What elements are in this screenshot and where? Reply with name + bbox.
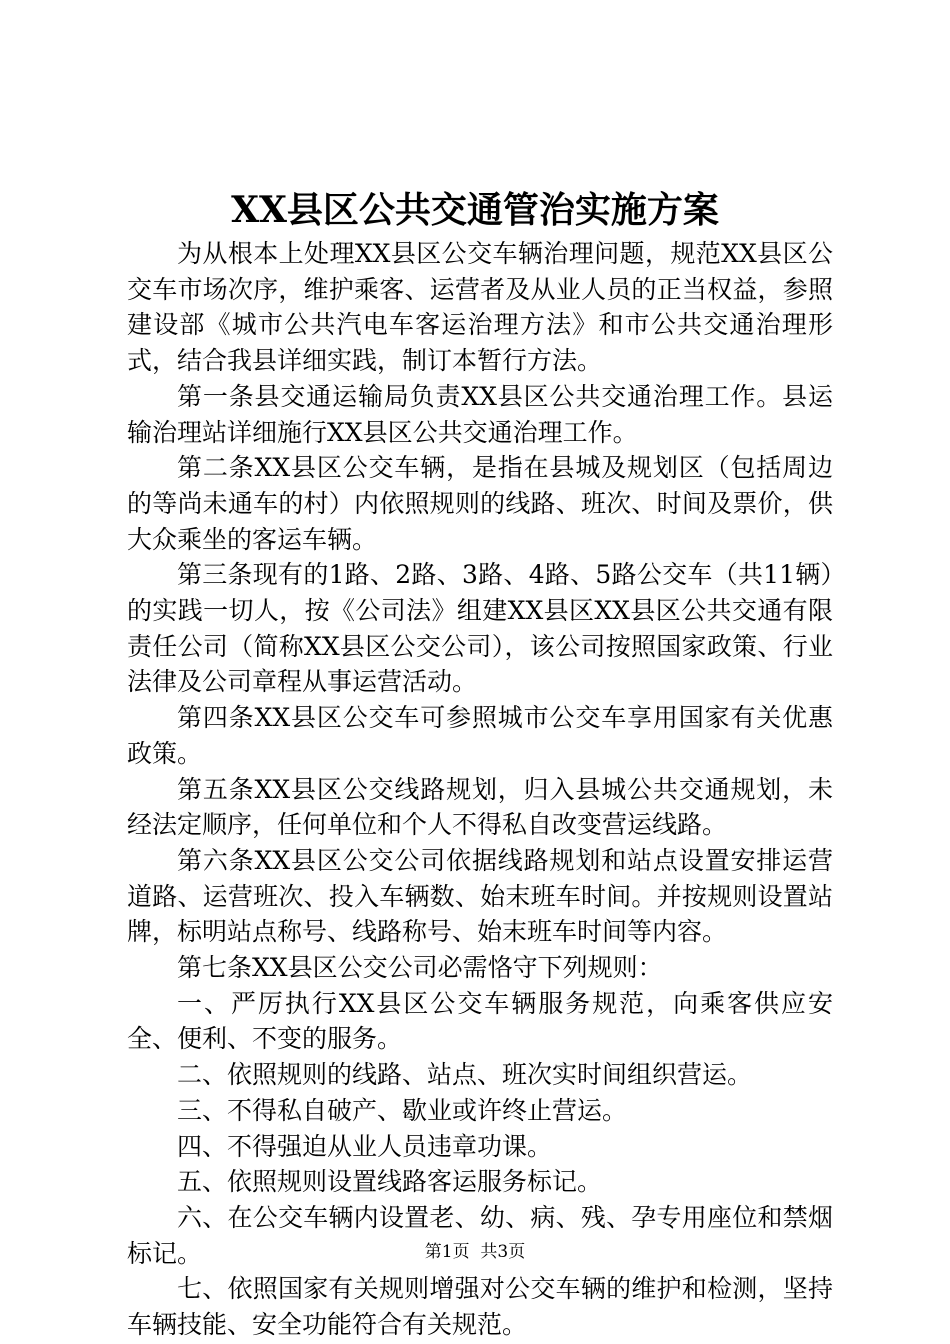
document-title: XX县区公共交通管治实施方案: [231, 189, 719, 231]
paragraph: 第六条XX县区公交公司依据线路规划和站点设置安排运营道路、运营班次、投入车辆数、始末班车时间。并按规则设置站牌，标明站点称号、线路称号、始末班车时间等内容。: [127, 845, 833, 947]
paragraph: 第三条现有的1路、2路、3路、4路、5路公交车（共11辆）的实践一切人，按《公司法》组建XX县区XX县区公共交通有限责任公司（简称XX县区公交公司），该公司按照国家政策、行业法律及公司章程从事运营活动。: [127, 560, 833, 697]
paragraph: 第七条XX县区公交公司必需恪守下列规则：: [177, 953, 663, 983]
paragraph: 第二条XX县区公交车辆，是指在县城及规划区（包括周边的等尚未通车的村）内依照规则的线路、班次、时间及票价，供大众乘坐的客运车辆。: [127, 453, 833, 554]
paragraph: 五、依照规则设置线路客运服务标记。: [177, 1167, 603, 1197]
paragraph: 一、严厉执行XX县区公交车辆服务规范，向乘客供应安全、便利、不变的服务。: [127, 988, 833, 1054]
paragraph: 为从根本上处理XX县区公交车辆治理问题，规范XX县区公交车市场次序，维护乘客、运营者及从业人员的正当权益，参照建设部《城市公共汽电车客运治理方法》和市公共交通治理形式，结合我县详细实践，制订本暂行方法。: [127, 239, 833, 376]
document-body: [127, 236, 833, 1343]
paragraph: 七、依照国家有关规则增强对公交车辆的维护和检测，坚持车辆技能、安全功能符合有关规范。: [127, 1274, 833, 1340]
paragraph: 六、在公交车辆内设置老、幼、病、残、孕专用座位和禁烟标记。: [127, 1202, 833, 1268]
paragraph: 四、不得强迫从业人员违章功课。: [177, 1131, 553, 1161]
page-number-footer: 第1页 共3页: [424, 1242, 526, 1262]
paragraph: 二、依照规则的线路、站点、班次实时间组织营运。: [177, 1060, 753, 1090]
paragraph: 三、不得私自破产、歇业或许终止营运。: [177, 1095, 628, 1125]
paragraph: 第一条县交通运输局负责XX县区公共交通治理工作。县运输治理站详细施行XX县区公共交通治理工作。: [127, 381, 833, 447]
paragraph: 第四条XX县区公交车可参照城市公交车享用国家有关优惠政策。: [127, 703, 833, 768]
paragraph: 第五条XX县区公交线路规划，归入县城公共交通规划，未经法定顺序，任何单位和个人不得私自改变营运线路。: [127, 774, 833, 840]
